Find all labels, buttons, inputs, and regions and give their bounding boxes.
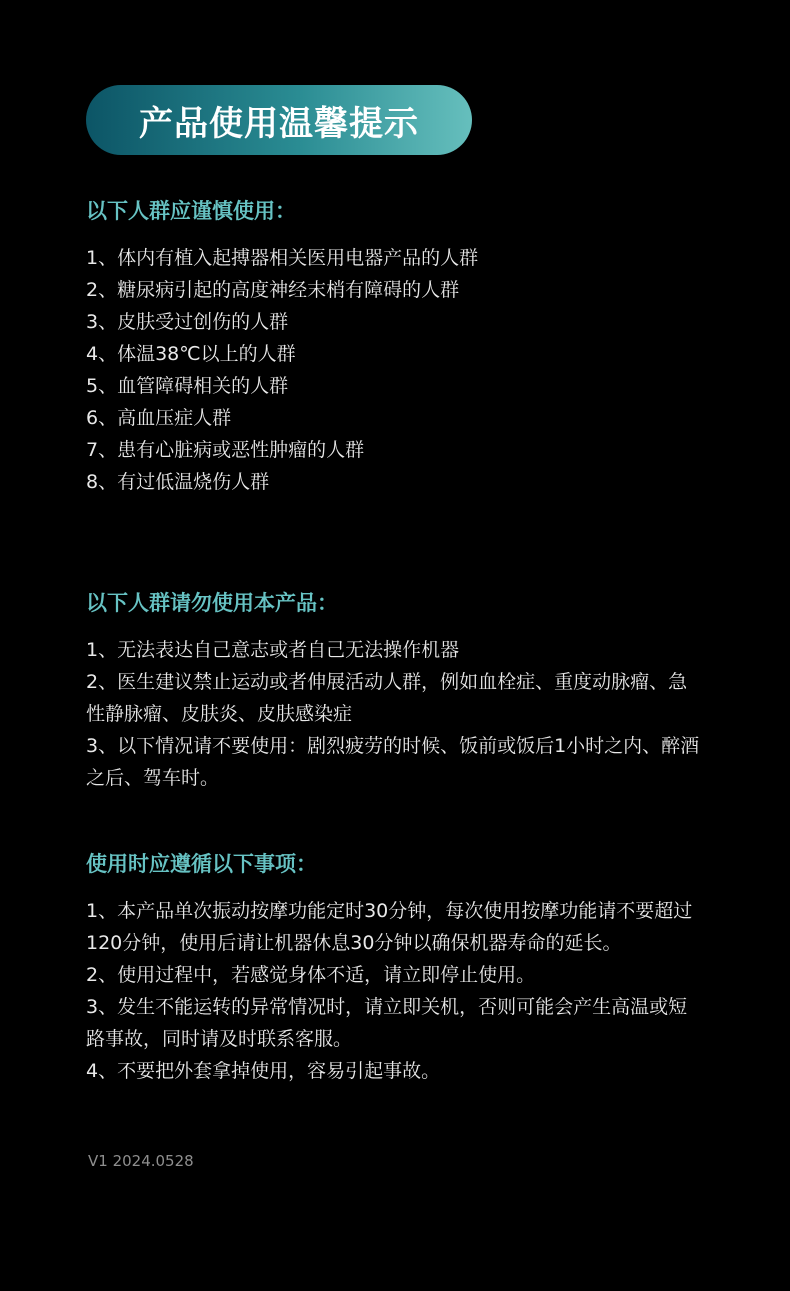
list-item: 3、发生不能运转的异常情况时，请立即关机，否则可能会产生高温或短路事故，同时请及时联系客服。 [86, 996, 688, 1050]
section-heading-usage-rules: 使用时应遵循以下事项： [86, 852, 317, 876]
list-item: 7、患有心脏病或恶性肿瘤的人群 [86, 439, 365, 461]
list-item: 8、有过低温烧伤人群 [86, 471, 270, 493]
list-item: 1、无法表达自己意志或者自己无法操作机器 [86, 639, 460, 661]
section-heading-caution: 以下人群应谨慎使用： [86, 199, 296, 223]
list-item: 3、以下情况请不要使用：剧烈疲劳的时候、饭前或饭后1小时之内、醉酒之后、驾车时。 [86, 735, 700, 789]
list-item: 2、医生建议禁止运动或者伸展活动人群，例如血栓症、重度动脉瘤、急性静脉瘤、皮肤炎、皮肤感染症 [86, 671, 688, 725]
caution-list [86, 242, 706, 498]
list-item: 6、高血压症人群 [86, 407, 232, 429]
section-usage-rules [86, 850, 706, 1087]
section-prohibited [86, 589, 706, 794]
list-item: 1、体内有植入起搏器相关医用电器产品的人群 [86, 247, 479, 269]
list-item: 4、体温38℃以上的人群 [86, 343, 296, 365]
list-item: 4、不要把外套拿掉使用，容易引起事故。 [86, 1060, 441, 1082]
list-item: 2、使用过程中，若感觉身体不适，请立即停止使用。 [86, 964, 536, 986]
prohibited-list [86, 634, 706, 794]
version-label: V1 2024.0528 [88, 1152, 194, 1170]
usage-rules-list [86, 895, 706, 1087]
list-item: 5、血管障碍相关的人群 [86, 375, 289, 397]
list-item: 2、糖尿病引起的高度神经末梢有障碍的人群 [86, 279, 460, 301]
section-caution [86, 197, 706, 498]
page-title: 产品使用温馨提示 [139, 103, 419, 144]
list-item: 1、本产品单次振动按摩功能定时30分钟，每次使用按摩功能请不要超过120分钟，使用后请让机器休息30分钟以确保机器寿命的延长。 [86, 900, 693, 954]
title-banner [86, 85, 472, 155]
section-heading-prohibited: 以下人群请勿使用本产品： [86, 591, 338, 615]
list-item: 3、皮肤受过创伤的人群 [86, 311, 289, 333]
